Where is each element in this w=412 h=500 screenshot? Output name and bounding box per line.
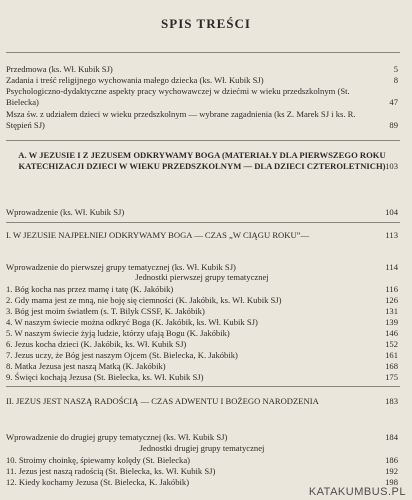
toc-entry-text: Msza św. z udziałem dzieci w wieku przedszkolnym — wybrane zagadnienia (ks Z. Marek SJ i ks. R. Stępień SJ)	[6, 109, 356, 130]
toc-entry-text: 6. Jezus kocha dzieci (K. Jakóbik, ks. Wł. Kubik SJ)	[6, 339, 187, 349]
page-title: SPIS TREŚCI	[161, 16, 251, 31]
toc-entry-page: 126	[385, 295, 398, 305]
toc-entry	[6, 466, 398, 477]
divider	[6, 386, 400, 387]
toc-entry-page: 89	[389, 119, 398, 130]
toc-entry-page: 104	[385, 207, 398, 217]
toc-entry	[6, 339, 398, 350]
part-i-heading	[6, 230, 398, 241]
group-subheading	[6, 272, 398, 283]
group-subheading-text: Jednostki drugiej grupy tematycznej	[139, 443, 265, 453]
toc-entry-text: 1. Bóg kocha nas przez mamę i tatę (K. Jakóbik)	[6, 284, 174, 294]
toc-entry-text: 12. Kiedy kochamy Jezusa (St. Bielecka, K. Jakóbik)	[6, 477, 190, 487]
toc-entry-page: 186	[385, 455, 398, 465]
toc-entry	[6, 109, 398, 130]
part-ii-heading	[6, 396, 398, 407]
toc-entry-page: 152	[385, 339, 398, 349]
toc-entry-page: 161	[385, 350, 398, 360]
toc-entry-text: 9. Święci kochają Jezusa (St. Bielecka, ks. Wł. Kubik SJ)	[6, 372, 204, 382]
part-a-heading-text: A. W JEZUSIE I Z JEZUSEM ODKRYWAMY BOGA (MATERIAŁY DLA PIERWSZEGO ROKU KATECHIZACJI DZIECI W WIEKU PRZEDSZKOLNYM — DLA DZIECI CZTEROLETNICH)	[18, 150, 386, 171]
divider	[6, 140, 400, 141]
toc-entry-text: 5. W naszym świecie żyją ludzie, którzy ufają Bogu (K. Jakóbik)	[6, 328, 230, 338]
toc-entry	[6, 86, 398, 107]
toc-entry	[6, 75, 398, 86]
toc-entry-page: 47	[389, 96, 398, 107]
toc-entry	[6, 306, 398, 317]
toc-entry-text: 7. Jezus uczy, że Bóg jest naszym Ojcem (St. Bielecka, K. Jakóbik)	[6, 350, 238, 360]
toc-entry	[6, 317, 398, 328]
toc-entry-text: 10. Stroimy choinkę, śpiewamy kolędy (St. Bielecka)	[6, 455, 191, 465]
toc-entry-page: 116	[385, 284, 398, 294]
toc-entry	[6, 455, 398, 466]
toc-entry	[6, 372, 398, 383]
toc-entry	[6, 432, 398, 443]
toc-entry	[6, 207, 398, 218]
toc-entry-page: 8	[393, 75, 398, 85]
toc-entry-page: 192	[385, 466, 398, 476]
toc-entry-page: 131	[385, 306, 398, 316]
toc-entry-text: 8. Matka Jezusa jest naszą Matką (K. Jakóbik)	[6, 361, 166, 371]
toc-entry-text: Przedmowa (ks. Wł. Kubik SJ)	[6, 64, 113, 74]
toc-entry-text: Wprowadzenie do pierwszej grupy tematycznej (ks. Wł. Kubik SJ)	[6, 262, 236, 272]
toc-entry-page: 103	[385, 160, 398, 171]
divider	[6, 52, 400, 53]
part-i-heading-text: I. W JEZUSIE NAJPEŁNIEJ ODKRYWAMY BOGA — CZAS „W CIĄGU ROKU”—	[6, 230, 310, 240]
toc-entry-text: Zadania i treść religijnego wychowania małego dziecka (ks. Wł. Kubik SJ)	[6, 75, 264, 85]
toc-entry-page: 175	[385, 372, 398, 382]
toc-entry-page: 184	[385, 432, 398, 442]
toc-entry-text: 2. Gdy mama jest ze mną, nie boję się ciemności (K. Jakóbik, ks. Wł. Kubik SJ)	[6, 295, 282, 305]
toc-entry	[6, 284, 398, 295]
toc-entry-text: 3. Bóg jest moim światłem (s. T. Bilyk CSSF, K. Jakóbik)	[6, 306, 205, 316]
toc-entry	[6, 328, 398, 339]
watermark: KATAKUMBUS.PL	[308, 486, 406, 498]
toc-entry	[6, 350, 398, 361]
toc-entry-page: 183	[385, 396, 398, 406]
toc-entry-page: 5	[393, 64, 398, 74]
toc-entry-text: 4. W naszym świecie można odkryć Boga (K. Jakóbik, ks. Wł. Kubik SJ)	[6, 317, 258, 327]
toc-entry-text: Wprowadzenie do drugiej grupy tematycznej (ks. Wł. Kubik SJ)	[6, 432, 228, 442]
toc-entry-page: 139	[385, 317, 398, 327]
toc-entry	[6, 295, 398, 306]
toc-entry-page: 198	[385, 477, 398, 487]
toc-entry	[6, 361, 398, 372]
toc-entry-text: Wprowadzenie (ks. Wł. Kubik SJ)	[6, 207, 125, 217]
toc-entry-page: 168	[385, 361, 398, 371]
group-subheading-text: Jednostki pierwszej grupy tematycznej	[135, 272, 269, 282]
toc-entry-page: 146	[385, 328, 398, 338]
part-a-heading	[6, 150, 398, 171]
toc-entry	[6, 262, 398, 273]
toc-entry-page: 114	[385, 262, 398, 272]
toc-entry-text: Psychologiczno-dydaktyczne aspekty pracy wychowawczej w dziećmi w wieku przedszkolnym (St. Bielecka)	[6, 86, 350, 107]
divider	[6, 222, 400, 223]
toc-entry-text: 11. Jezus jest naszą radością (St. Bielecka, ks. Wł. Kubik SJ)	[6, 466, 216, 476]
toc-entry	[6, 64, 398, 75]
toc-entry-page: 113	[385, 230, 398, 240]
group-subheading	[6, 443, 398, 454]
part-ii-heading-text: II. JEZUS JEST NASZĄ RADOŚCIĄ — CZAS ADWENTU I BOŻEGO NARODZENIA	[6, 396, 319, 406]
